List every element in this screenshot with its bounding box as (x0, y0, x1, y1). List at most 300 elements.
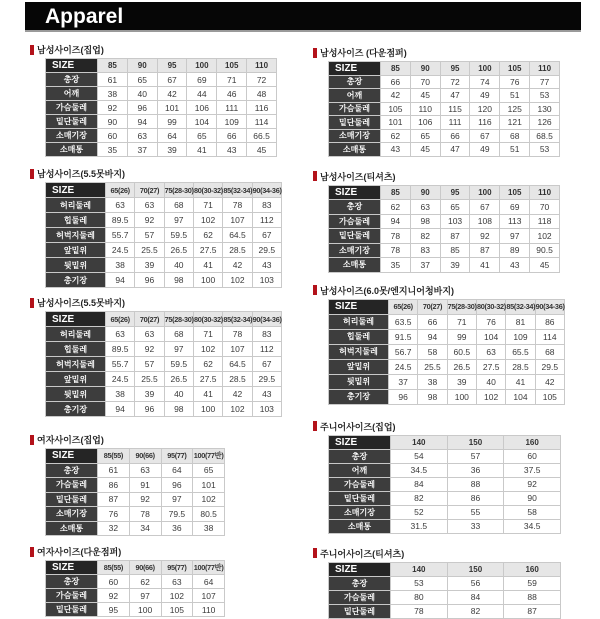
value-cell: 40 (164, 387, 193, 402)
value-cell: 116 (247, 101, 277, 115)
value-cell: 101 (193, 478, 225, 493)
size-table-section (30, 434, 298, 536)
row-label-cell: 소매기장 (46, 129, 98, 143)
value-cell: 107 (193, 589, 225, 603)
value-cell: 66 (418, 314, 447, 329)
table-row (329, 477, 561, 491)
value-cell: 91.5 (389, 329, 418, 344)
size-table-section (313, 171, 588, 273)
column-header-cell: 105 (217, 59, 247, 73)
column-header-cell: 90 (127, 59, 157, 73)
size-table-section (30, 168, 298, 288)
value-cell: 72 (247, 73, 277, 87)
row-label-cell: 소매기장 (329, 505, 391, 519)
column-header-cell: 90(34-36) (535, 299, 564, 314)
row-label-cell: 허벅지둘레 (46, 357, 106, 372)
value-cell: 97 (164, 342, 193, 357)
row-label-cell: 소매통 (329, 143, 381, 157)
column-header-cell: 110 (530, 62, 560, 76)
value-cell: 80 (391, 590, 448, 604)
column-header-cell: 90(66) (129, 449, 161, 464)
column-header-cell: 140 (391, 435, 448, 449)
value-cell: 98 (410, 214, 440, 229)
table-row (46, 213, 282, 228)
table-title-text: 주니어사이즈(집업) (320, 421, 396, 432)
table-title (313, 47, 588, 58)
table-row (46, 463, 225, 478)
value-cell: 28.5 (223, 372, 252, 387)
value-cell: 57 (447, 449, 504, 463)
value-cell: 89.5 (106, 213, 135, 228)
value-cell: 46 (217, 87, 247, 101)
column-header-cell: 110 (530, 185, 560, 200)
value-cell: 106 (187, 101, 217, 115)
column-header-cell: 150 (447, 435, 504, 449)
column-header-cell: 90 (410, 185, 440, 200)
column-header-cell: 150 (447, 562, 504, 576)
table-row (46, 73, 277, 87)
value-cell: 66.5 (247, 129, 277, 143)
value-cell: 87 (470, 243, 500, 258)
value-cell: 92 (135, 213, 164, 228)
row-label-cell: 소매기장 (46, 507, 98, 522)
value-cell: 42 (381, 89, 411, 103)
table-row (329, 143, 560, 157)
value-cell: 29.5 (252, 243, 281, 258)
value-cell: 31.5 (391, 519, 448, 533)
value-cell: 102 (193, 342, 222, 357)
value-cell: 51 (500, 89, 530, 103)
value-cell: 69 (500, 200, 530, 215)
value-cell: 104 (476, 329, 505, 344)
value-cell: 39 (440, 258, 470, 273)
table-row (329, 75, 560, 89)
table-title (313, 421, 588, 432)
value-cell: 24.5 (389, 359, 418, 374)
row-label-cell: 총장 (46, 575, 98, 589)
value-cell: 125 (500, 102, 530, 116)
red-bullet-icon (30, 435, 34, 445)
value-cell: 66 (217, 129, 247, 143)
table-title (30, 44, 298, 55)
value-cell: 26.5 (447, 359, 476, 374)
value-cell: 92 (470, 229, 500, 244)
value-cell: 116 (470, 116, 500, 130)
value-cell: 115 (440, 102, 470, 116)
value-cell: 43 (252, 387, 281, 402)
row-label-cell: 밑단둘레 (329, 604, 391, 618)
row-label-cell: 앞밑위 (46, 243, 106, 258)
value-cell: 80.5 (193, 507, 225, 522)
row-label-cell: 허리둘레 (46, 327, 106, 342)
value-cell: 102 (223, 402, 252, 417)
value-cell: 94 (106, 273, 135, 288)
red-bullet-icon (313, 285, 317, 295)
value-cell: 95 (98, 603, 130, 617)
table-row (329, 449, 561, 463)
table-row (329, 505, 561, 519)
column-header-cell: 100(77반) (193, 449, 225, 464)
column-header-cell: 85(55) (98, 561, 130, 575)
row-label-cell: 총기장 (46, 402, 106, 417)
value-cell: 29.5 (252, 372, 281, 387)
value-cell: 67 (470, 200, 500, 215)
value-cell: 28.5 (506, 359, 535, 374)
size-table (45, 58, 277, 157)
size-table-section (30, 44, 298, 157)
red-bullet-icon (313, 171, 317, 181)
value-cell: 100 (129, 603, 161, 617)
value-cell: 25.5 (135, 372, 164, 387)
table-title (313, 285, 588, 296)
value-cell: 68.5 (530, 129, 560, 143)
table-title-text: 남성사이즈 (다운점퍼) (320, 48, 407, 58)
column-header-cell: 80(30-32) (193, 312, 222, 327)
value-cell: 68 (164, 198, 193, 213)
value-cell: 59.5 (164, 228, 193, 243)
value-cell: 63 (106, 327, 135, 342)
value-cell: 118 (530, 214, 560, 229)
value-cell: 56.7 (389, 344, 418, 359)
value-cell: 84 (391, 477, 448, 491)
page-title: Apparel (45, 5, 124, 28)
red-bullet-icon (313, 548, 317, 558)
table-row (329, 214, 560, 229)
value-cell: 82 (447, 604, 504, 618)
value-cell: 86 (447, 491, 504, 505)
table-row (46, 357, 282, 372)
table-row (46, 478, 225, 493)
size-table (328, 435, 561, 534)
row-label-cell: 가슴둘레 (46, 101, 98, 115)
row-label-cell: 뒷밑위 (329, 374, 389, 389)
column-header-cell: 90(66) (129, 561, 161, 575)
table-title (313, 548, 588, 559)
value-cell: 57 (135, 228, 164, 243)
row-label-cell: 총장 (329, 200, 381, 215)
column-header-cell: 70(27) (418, 299, 447, 314)
row-label-cell: 소매통 (46, 521, 98, 536)
column-header-cell: 75(28-30) (447, 299, 476, 314)
value-cell: 34.5 (391, 463, 448, 477)
value-cell: 39 (447, 374, 476, 389)
table-row (329, 590, 561, 604)
value-cell: 54 (391, 449, 448, 463)
value-cell: 88 (504, 590, 561, 604)
value-cell: 96 (135, 402, 164, 417)
table-title-text: 주니어사이즈(티셔츠) (320, 548, 405, 559)
red-bullet-icon (313, 421, 317, 431)
value-cell: 45 (247, 143, 277, 157)
value-cell: 92 (129, 492, 161, 507)
value-cell: 32 (98, 521, 130, 536)
value-cell: 71 (217, 73, 247, 87)
value-cell: 58 (504, 505, 561, 519)
row-label-cell: 소매통 (329, 519, 391, 533)
value-cell: 97 (164, 213, 193, 228)
value-cell: 41 (193, 387, 222, 402)
value-cell: 97 (161, 492, 193, 507)
value-cell: 56 (447, 576, 504, 590)
value-cell: 66 (381, 75, 411, 89)
value-cell: 49 (470, 89, 500, 103)
row-label-cell: 뒷밑위 (46, 387, 106, 402)
value-cell: 62 (193, 228, 222, 243)
table-row (46, 507, 225, 522)
value-cell: 64.5 (223, 357, 252, 372)
table-row (46, 228, 282, 243)
value-cell: 37 (127, 143, 157, 157)
row-label-cell: 가슴둘레 (46, 589, 98, 603)
value-cell: 37 (389, 374, 418, 389)
value-cell: 83 (410, 243, 440, 258)
row-label-cell: 밑단둘레 (329, 491, 391, 505)
value-cell: 58 (418, 344, 447, 359)
value-cell: 105 (161, 603, 193, 617)
column-header-cell: 100(77반) (193, 561, 225, 575)
size-header-cell: SIZE (46, 59, 98, 73)
value-cell: 55.7 (106, 228, 135, 243)
size-header-cell: SIZE (329, 62, 381, 76)
row-label-cell: 총장 (329, 75, 381, 89)
column-header-cell: 85 (381, 62, 411, 76)
value-cell: 34.5 (504, 519, 561, 533)
table-row (329, 314, 565, 329)
value-cell: 120 (470, 102, 500, 116)
value-cell: 38 (106, 258, 135, 273)
column-header-cell: 95 (157, 59, 187, 73)
value-cell: 78 (223, 327, 252, 342)
value-cell: 105 (535, 389, 564, 404)
size-table (328, 185, 560, 273)
row-label-cell: 힙둘레 (46, 342, 106, 357)
value-cell: 63 (476, 344, 505, 359)
value-cell: 87 (504, 604, 561, 618)
value-cell: 106 (410, 116, 440, 130)
value-cell: 59.5 (164, 357, 193, 372)
row-label-cell: 앞밑위 (329, 359, 389, 374)
row-label-cell: 밑단둘레 (329, 229, 381, 244)
value-cell: 91 (129, 478, 161, 493)
column-header-cell: 70(27) (135, 183, 164, 198)
column-header-cell: 80(30-32) (476, 299, 505, 314)
table-row (46, 603, 225, 617)
value-cell: 67 (252, 357, 281, 372)
value-cell: 94 (418, 329, 447, 344)
value-cell: 104 (187, 115, 217, 129)
value-cell: 78 (391, 604, 448, 618)
column-header-cell: 105 (500, 62, 530, 76)
column-header-cell: 100 (470, 62, 500, 76)
row-label-cell: 소매기장 (329, 129, 381, 143)
value-cell: 96 (161, 478, 193, 493)
value-cell: 49 (470, 143, 500, 157)
table-row (329, 129, 560, 143)
value-cell: 25.5 (135, 243, 164, 258)
table-row (46, 273, 282, 288)
value-cell: 24.5 (106, 372, 135, 387)
value-cell: 64 (161, 463, 193, 478)
value-cell: 39 (135, 387, 164, 402)
column-header-cell: 75(28-30) (164, 183, 193, 198)
value-cell: 71 (193, 198, 222, 213)
value-cell: 28.5 (223, 243, 252, 258)
value-cell: 43 (252, 258, 281, 273)
value-cell: 64 (157, 129, 187, 143)
red-bullet-icon (313, 48, 317, 58)
value-cell: 45 (410, 89, 440, 103)
value-cell: 35 (98, 143, 128, 157)
value-cell: 114 (535, 329, 564, 344)
value-cell: 27.5 (193, 243, 222, 258)
table-title-text: 남성사이즈(5.5못바지) (37, 169, 126, 179)
table-title-text: 남성사이즈(6.0못/엔지니어청바지) (320, 285, 455, 296)
table-title (30, 168, 298, 179)
value-cell: 41 (187, 143, 217, 157)
table-row (329, 576, 561, 590)
value-cell: 43 (217, 143, 247, 157)
size-header-cell: SIZE (46, 561, 98, 575)
value-cell: 111 (440, 116, 470, 130)
column-header-cell: 160 (504, 435, 561, 449)
value-cell: 52 (391, 505, 448, 519)
value-cell: 92 (98, 589, 130, 603)
table-title (30, 546, 298, 557)
value-cell: 66 (440, 129, 470, 143)
value-cell: 33 (447, 519, 504, 533)
value-cell: 112 (252, 213, 281, 228)
value-cell: 111 (217, 101, 247, 115)
value-cell: 27.5 (193, 372, 222, 387)
table-title (30, 434, 298, 445)
value-cell: 65.5 (506, 344, 535, 359)
value-cell: 42 (157, 87, 187, 101)
column-header-cell: 95(77) (161, 449, 193, 464)
value-cell: 101 (381, 116, 411, 130)
value-cell: 64.5 (223, 228, 252, 243)
size-table-section (313, 285, 588, 405)
right-column (313, 32, 588, 619)
column-header-cell: 95 (440, 185, 470, 200)
table-row (46, 589, 225, 603)
row-label-cell: 가슴둘레 (329, 214, 381, 229)
value-cell: 64 (193, 575, 225, 589)
value-cell: 34 (129, 521, 161, 536)
value-cell: 77 (530, 75, 560, 89)
value-cell: 100 (447, 389, 476, 404)
size-header-cell: SIZE (329, 562, 391, 576)
value-cell: 92 (98, 101, 128, 115)
column-header-cell: 95 (440, 62, 470, 76)
table-row (46, 521, 225, 536)
value-cell: 89 (500, 243, 530, 258)
column-header-cell: 65(26) (106, 312, 135, 327)
value-cell: 55 (447, 505, 504, 519)
value-cell: 98 (418, 389, 447, 404)
table-row (329, 491, 561, 505)
table-row (46, 342, 282, 357)
value-cell: 109 (506, 329, 535, 344)
table-row (46, 387, 282, 402)
table-row (329, 200, 560, 215)
value-cell: 62 (381, 200, 411, 215)
value-cell: 87 (98, 492, 130, 507)
table-row (329, 389, 565, 404)
value-cell: 76 (500, 75, 530, 89)
value-cell: 104 (506, 389, 535, 404)
value-cell: 110 (193, 603, 225, 617)
table-title-text: 남성사이즈(5.5못바지) (37, 298, 126, 308)
value-cell: 65 (187, 129, 217, 143)
size-table (328, 61, 560, 157)
row-label-cell: 총장 (46, 463, 98, 478)
table-row (329, 374, 565, 389)
value-cell: 99 (157, 115, 187, 129)
value-cell: 36 (447, 463, 504, 477)
value-cell: 81 (506, 314, 535, 329)
value-cell: 26.5 (164, 243, 193, 258)
column-header-cell: 90 (410, 62, 440, 76)
table-title (30, 297, 298, 308)
value-cell: 94 (381, 214, 411, 229)
value-cell: 60 (504, 449, 561, 463)
column-header-cell: 110 (247, 59, 277, 73)
value-cell: 40 (476, 374, 505, 389)
table-row (329, 243, 560, 258)
value-cell: 67 (157, 73, 187, 87)
value-cell: 25.5 (418, 359, 447, 374)
row-label-cell: 밑단둘레 (46, 115, 98, 129)
value-cell: 107 (223, 342, 252, 357)
value-cell: 114 (247, 115, 277, 129)
value-cell: 103 (252, 273, 281, 288)
value-cell: 79.5 (161, 507, 193, 522)
column-header-cell: 65(26) (106, 183, 135, 198)
value-cell: 68 (500, 129, 530, 143)
value-cell: 97 (500, 229, 530, 244)
table-row (329, 519, 561, 533)
value-cell: 112 (252, 342, 281, 357)
row-label-cell: 밑단둘레 (46, 492, 98, 507)
table-row (329, 463, 561, 477)
row-label-cell: 소매통 (329, 258, 381, 273)
row-label-cell: 총장 (46, 73, 98, 87)
value-cell: 72 (440, 75, 470, 89)
column-header-cell: 100 (187, 59, 217, 73)
size-table-section (30, 546, 298, 617)
value-cell: 94 (106, 402, 135, 417)
value-cell: 60 (98, 575, 130, 589)
size-table (328, 299, 565, 405)
row-label-cell: 총장 (329, 576, 391, 590)
table-row (46, 575, 225, 589)
row-label-cell: 가슴둘레 (46, 478, 98, 493)
value-cell: 121 (500, 116, 530, 130)
value-cell: 44 (187, 87, 217, 101)
value-cell: 88 (447, 477, 504, 491)
value-cell: 94 (127, 115, 157, 129)
value-cell: 67 (470, 129, 500, 143)
value-cell: 102 (530, 229, 560, 244)
value-cell: 102 (476, 389, 505, 404)
column-header-cell: 75(28-30) (164, 312, 193, 327)
value-cell: 40 (127, 87, 157, 101)
value-cell: 89.5 (106, 342, 135, 357)
row-label-cell: 총기장 (329, 389, 389, 404)
size-table-section (30, 297, 298, 417)
value-cell: 90.5 (530, 243, 560, 258)
value-cell: 100 (193, 402, 222, 417)
